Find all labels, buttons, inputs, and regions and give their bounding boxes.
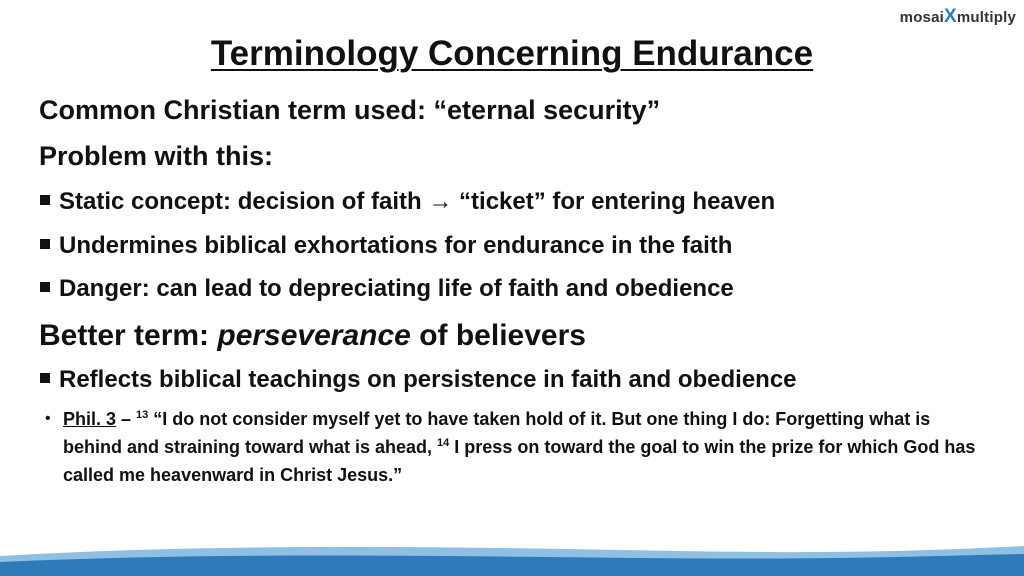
- footer-wave: [0, 516, 1024, 576]
- bullet-reflects: [40, 366, 797, 394]
- scripture-reference: Phil. 3: [63, 409, 117, 429]
- square-bullet-icon: [40, 239, 50, 249]
- better-term-after: of believers: [410, 319, 586, 352]
- ref-dash: –: [116, 409, 137, 429]
- bullet-text: Reflects biblical teachings on persistence in faith and obedience: [59, 366, 797, 393]
- verse-text-14: I press on toward the goal to win the prize for which God has called me heavenward in Christ Jesus.”: [63, 437, 976, 485]
- bullet-danger: [40, 275, 734, 303]
- square-bullet-icon: [40, 195, 50, 205]
- scripture-quote: [45, 405, 993, 489]
- bullet-text: Danger: can lead to depreciating life of faith and obedience: [59, 275, 734, 302]
- brand-logo: [900, 6, 1016, 28]
- better-term-heading: [39, 319, 586, 353]
- common-term-line: Common Christian term used: “eternal security”: [39, 95, 661, 125]
- bullet-text: Static concept: decision of faith → “ticket” for entering heaven: [59, 188, 776, 215]
- bullet-undermines: [40, 232, 732, 260]
- bullet-text: Undermines biblical exhortations for endurance in the faith: [59, 232, 733, 259]
- verse-text-13: “I do not consider myself yet to have taken hold of it. But one thing I do: Forgetting what is behind and straining toward what is ahead,: [63, 409, 931, 457]
- slide-title: Terminology Concerning Endurance: [210, 34, 814, 73]
- verse-number-14: 14: [437, 437, 450, 449]
- problem-heading: Problem with this:: [39, 141, 274, 171]
- dot-bullet-icon: •: [45, 410, 51, 427]
- better-term-before: Better term:: [39, 319, 218, 352]
- square-bullet-icon: [40, 282, 50, 292]
- logo-prefix: mosai: [899, 9, 945, 26]
- logo-suffix: multiply: [956, 9, 1016, 26]
- better-term-emphasis: perseverance: [217, 319, 411, 352]
- square-bullet-icon: [40, 373, 50, 383]
- verse-number-13: 13: [136, 409, 149, 421]
- bullet-static-concept: [40, 188, 775, 216]
- logo-x: X: [944, 6, 957, 27]
